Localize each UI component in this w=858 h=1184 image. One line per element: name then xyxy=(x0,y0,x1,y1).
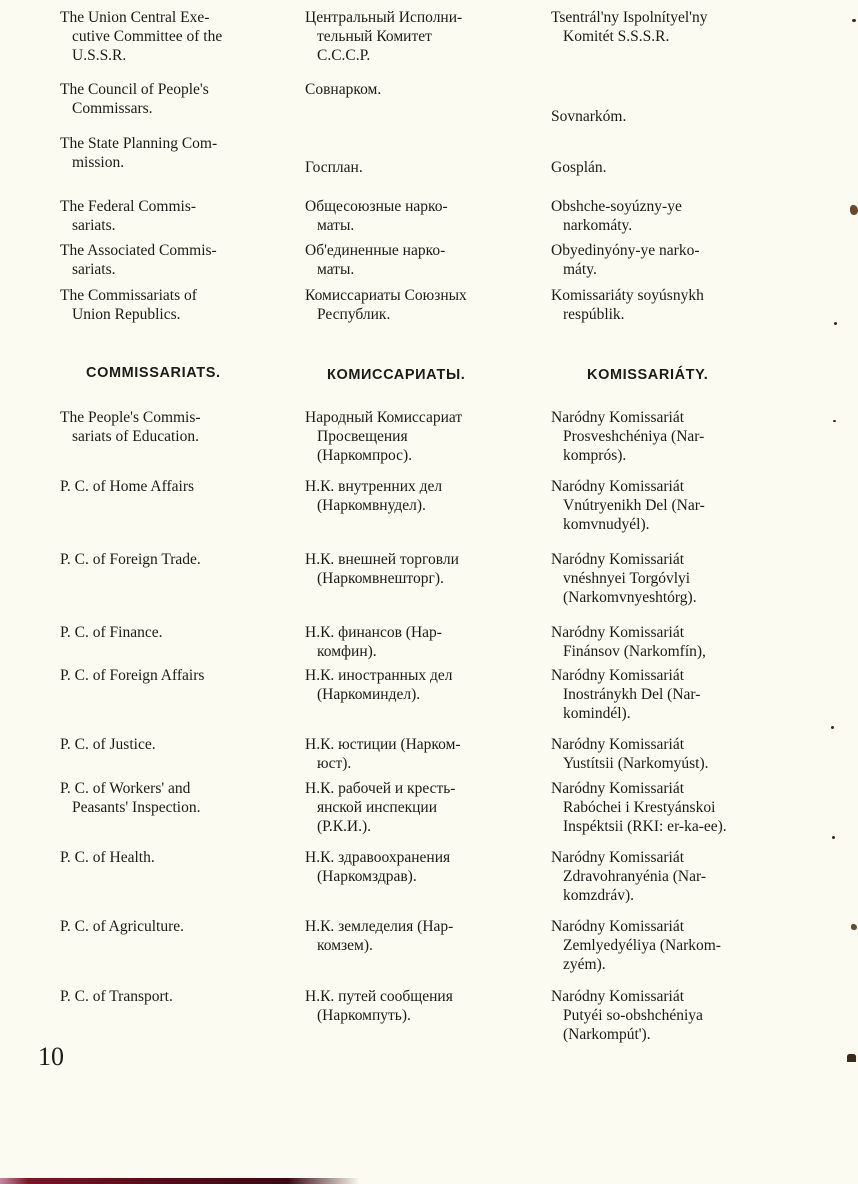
entry-ru-education xyxy=(305,408,530,465)
text-line: respúblik. xyxy=(563,306,625,323)
entry-tr-federal-commissariats xyxy=(551,197,781,235)
entry-ru-central-executive-committee xyxy=(305,8,530,65)
text-line: Н.К. здравоохранения xyxy=(305,849,451,866)
text-line: Vnútryenikh Del (Nar- xyxy=(563,497,705,514)
text-line: (Наркомздрав). xyxy=(317,868,417,885)
text-line: Республик. xyxy=(317,306,391,323)
text-line: The Associated Commis- xyxy=(60,242,217,259)
text-line: комзем). xyxy=(317,937,373,954)
text-line: Комиссариаты Союзных xyxy=(305,287,467,304)
entry-tr-education xyxy=(551,408,781,465)
entry-tr-council-of-peoples-commissars xyxy=(551,107,781,126)
entry-ru-federal-commissariats xyxy=(305,197,530,235)
text-line: P. C. of Transport. xyxy=(60,988,173,1005)
entry-tr-home-affairs xyxy=(551,477,781,534)
text-line: Sovnarkóm. xyxy=(551,108,627,125)
text-line: Просвещения xyxy=(317,428,408,445)
text-line: máty. xyxy=(563,261,597,278)
text-line: маты. xyxy=(317,261,355,278)
text-line: (Р.К.И.). xyxy=(317,818,372,835)
text-line: cutive Committee of the xyxy=(72,28,223,45)
entry-ru-agriculture xyxy=(305,917,530,955)
entry-en-federal-commissariats xyxy=(60,197,285,235)
text-line: Yustítsii (Narkomyúst). xyxy=(563,755,709,772)
text-line: (Наркоминдел). xyxy=(317,686,421,703)
text-line: The People's Commis- xyxy=(60,409,201,426)
ink-speck xyxy=(831,726,834,729)
entry-ru-foreign-trade xyxy=(305,550,530,588)
entry-tr-associated-commissariats xyxy=(551,241,781,279)
text-line: Putyéi so-obshchéniya xyxy=(563,1007,703,1024)
text-line: sariats. xyxy=(72,217,116,234)
text-line: sariats of Education. xyxy=(72,428,199,445)
text-line: Совнарком. xyxy=(305,81,382,98)
text-line: Н.К. иностранных дел xyxy=(305,667,453,684)
text-line: (Наркомвнешторг). xyxy=(317,570,444,587)
text-line: P. C. of Workers' and xyxy=(60,780,191,797)
text-line: komvnudyél). xyxy=(563,516,650,533)
entry-ru-finance xyxy=(305,623,530,661)
text-line: Naródny Komissariát xyxy=(551,478,685,495)
text-line: P. C. of Justice. xyxy=(60,736,156,753)
text-line: Naródny Komissariát xyxy=(551,918,685,935)
text-line: The Council of People's xyxy=(60,81,209,98)
entry-en-home-affairs xyxy=(60,477,285,496)
text-line: Obyedinyóny-ye narko- xyxy=(551,242,700,259)
entry-en-foreign-trade xyxy=(60,550,285,569)
entry-ru-foreign-affairs xyxy=(305,666,530,704)
entry-en-foreign-affairs xyxy=(60,666,285,685)
text-line: Naródny Komissariát xyxy=(551,551,685,568)
entry-tr-foreign-affairs xyxy=(551,666,781,723)
text-line: (Narkompút'). xyxy=(563,1026,651,1043)
entry-tr-state-planning-commission xyxy=(551,158,781,177)
entry-tr-workers-peasants-inspection xyxy=(551,779,781,836)
text-line: Prosveshchéniya (Nar- xyxy=(563,428,705,445)
text-line: vnéshnyei Torgóvlyi xyxy=(563,570,691,587)
text-line: The State Planning Com- xyxy=(60,135,218,152)
text-line: Народный Комиссариат xyxy=(305,409,463,426)
entry-ru-health xyxy=(305,848,530,886)
text-line: P. C. of Health. xyxy=(60,849,155,866)
text-line: P. C. of Finance. xyxy=(60,624,163,641)
text-line: (Наркомпуть). xyxy=(317,1007,411,1024)
entry-tr-finance xyxy=(551,623,781,661)
text-line: (Narkomvnyeshtórg). xyxy=(563,589,697,606)
entry-en-education xyxy=(60,408,285,446)
text-line: янской инспекции xyxy=(317,799,438,816)
ink-blot-mark xyxy=(851,924,857,930)
text-line: Tsentrál'ny Ispolnítyel'ny xyxy=(551,9,708,26)
text-line: Inspéktsii (RKI: er-ka-ee). xyxy=(563,818,727,835)
text-line: Zemlyedyéliya (Narkom- xyxy=(563,937,721,954)
entry-ru-home-affairs xyxy=(305,477,530,515)
page-number: 10 xyxy=(38,1042,64,1071)
text-line: Об'единенные нарко- xyxy=(305,242,446,259)
text-line: Naródny Komissariát xyxy=(551,849,685,866)
text-line: The Union Central Exe- xyxy=(60,9,210,26)
entry-ru-commissariats-union-republics xyxy=(305,286,530,324)
text-line: The Federal Commis- xyxy=(60,198,197,215)
text-line: С.С.С.Р. xyxy=(317,47,371,64)
text-line: Naródny Komissariát xyxy=(551,988,685,1005)
text-line: Naródny Komissariát xyxy=(551,667,685,684)
text-line: The Commissariats of xyxy=(60,287,197,304)
text-line: komzdráv). xyxy=(563,887,635,904)
entry-ru-council-of-peoples-commissars xyxy=(305,80,530,99)
text-line: komprós). xyxy=(563,447,627,464)
text-line: P. C. of Foreign Trade. xyxy=(60,551,201,568)
text-line: P. C. of Home Affairs xyxy=(60,478,195,495)
text-line: комфин). xyxy=(317,643,377,660)
bottom-edge-strip xyxy=(0,1178,360,1184)
text-line: U.S.S.R. xyxy=(72,47,127,64)
heading-transliteration: KOMISSARIÁTY. xyxy=(587,367,709,383)
text-line: маты. xyxy=(317,217,355,234)
text-line: narkomáty. xyxy=(563,217,633,234)
text-line: Н.К. финансов (Нар- xyxy=(305,624,442,641)
entry-en-agriculture xyxy=(60,917,285,936)
text-line: P. C. of Foreign Affairs xyxy=(60,667,205,684)
text-line: P. C. of Agriculture. xyxy=(60,918,184,935)
text-line: тельный Комитет xyxy=(317,28,432,45)
text-line: Н.К. земледелия (Нар- xyxy=(305,918,454,935)
entry-en-health xyxy=(60,848,285,867)
entry-tr-transport xyxy=(551,987,781,1044)
entry-tr-justice xyxy=(551,735,781,773)
text-line: Naródny Komissariát xyxy=(551,780,685,797)
text-line: Peasants' Inspection. xyxy=(72,799,201,816)
entry-tr-agriculture xyxy=(551,917,781,974)
text-line: Госплан. xyxy=(305,159,363,176)
entry-tr-central-executive-committee xyxy=(551,8,781,46)
text-line: юст). xyxy=(317,755,352,772)
ink-speck xyxy=(832,836,835,839)
text-line: Н.К. рабочей и кресть- xyxy=(305,780,456,797)
text-line: Zdravohranyénia (Nar- xyxy=(563,868,706,885)
text-line: sariats. xyxy=(72,261,116,278)
ink-speck xyxy=(847,1054,856,1062)
text-line: mission. xyxy=(72,154,125,171)
ink-speck xyxy=(833,420,836,422)
text-line: zyém). xyxy=(563,956,606,973)
entry-en-council-of-peoples-commissars xyxy=(60,80,285,118)
text-line: Inostránykh Del (Nar- xyxy=(563,686,701,703)
text-line: Н.К. путей сообщения xyxy=(305,988,453,1005)
text-line: Commissars. xyxy=(72,100,153,117)
entry-tr-foreign-trade xyxy=(551,550,781,607)
text-line: (Наркомвнудел). xyxy=(317,497,426,514)
entry-en-justice xyxy=(60,735,285,754)
text-line: Rabóchei i Krestyánskoi xyxy=(563,799,716,816)
text-line: Komissariáty soyúsnykh xyxy=(551,287,704,304)
text-line: Общесоюзные нарко- xyxy=(305,198,448,215)
text-line: komindél). xyxy=(563,705,631,722)
text-line: Naródny Komissariát xyxy=(551,736,685,753)
entry-ru-workers-peasants-inspection xyxy=(305,779,530,836)
ink-speck xyxy=(834,322,837,325)
text-line: Union Republics. xyxy=(72,306,181,323)
text-line: Naródny Komissariát xyxy=(551,409,685,426)
entry-tr-commissariats-union-republics xyxy=(551,286,781,324)
entry-en-finance xyxy=(60,623,285,642)
text-line: Gosplán. xyxy=(551,159,607,176)
entry-ru-state-planning-commission xyxy=(305,158,530,177)
text-line: Obshche-soyúzny-ye xyxy=(551,198,682,215)
entry-en-transport xyxy=(60,987,285,1006)
entry-tr-health xyxy=(551,848,781,905)
entry-en-state-planning-commission xyxy=(60,134,285,172)
entry-en-commissariats-union-republics xyxy=(60,286,285,324)
heading-russian: КОМИССАРИАТЫ. xyxy=(327,367,466,383)
text-line: (Наркомпрос). xyxy=(317,447,413,464)
text-line: Finánsov (Narkomfín), xyxy=(563,643,706,660)
entry-en-associated-commissariats xyxy=(60,241,285,279)
entry-ru-associated-commissariats xyxy=(305,241,530,279)
text-line: Н.К. юстиции (Нарком- xyxy=(305,736,461,753)
text-line: Центральный Исполни- xyxy=(305,9,463,26)
ink-speck xyxy=(852,19,856,22)
text-line: Naródny Komissariát xyxy=(551,624,685,641)
entry-en-workers-peasants-inspection xyxy=(60,779,285,817)
entry-ru-justice xyxy=(305,735,530,773)
entry-ru-transport xyxy=(305,987,530,1025)
text-line: Komitét S.S.S.R. xyxy=(563,28,670,45)
heading-english: COMMISSARIATS. xyxy=(86,365,221,381)
text-line: Н.К. внешней торговли xyxy=(305,551,459,568)
entry-en-central-executive-committee xyxy=(60,8,285,65)
ink-blot-mark xyxy=(850,205,858,215)
text-line: Н.К. внутренних дел xyxy=(305,478,443,495)
